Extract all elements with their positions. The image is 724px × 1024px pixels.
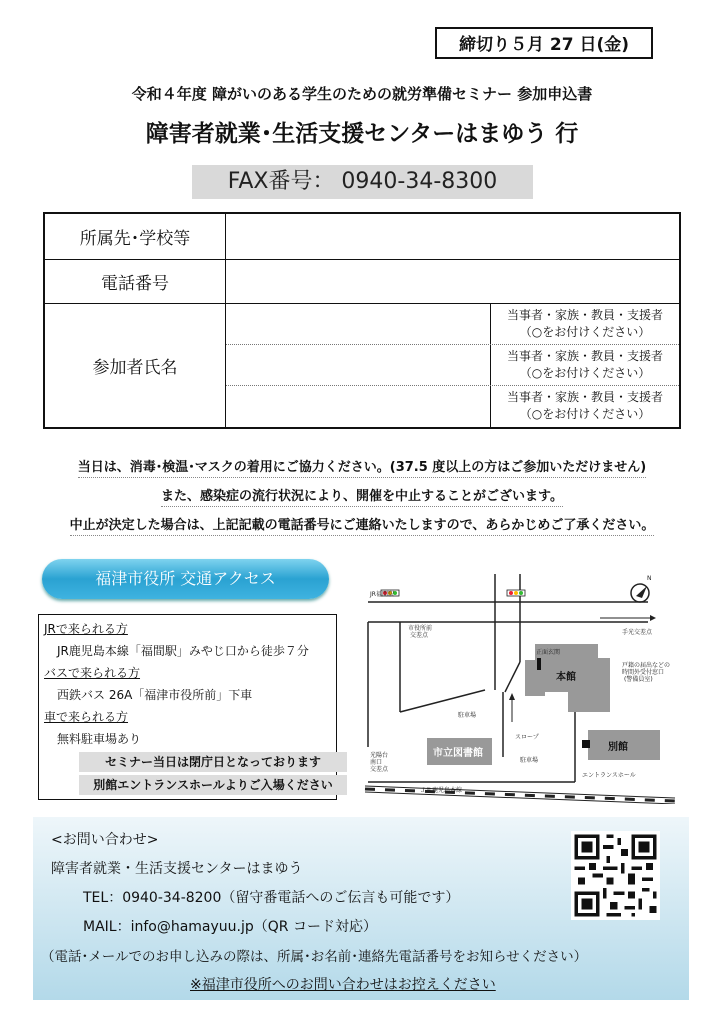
role-note[interactable] [491, 304, 679, 344]
notice-text: また、感染症の流行状況により、開催を中止することがございます。 [161, 489, 563, 507]
access-button[interactable]: 福津市役所 交通アクセス [42, 559, 329, 599]
map-label-slope: スロープ [515, 734, 539, 741]
map-label-left-2: 南口 [370, 759, 383, 766]
form-subtitle: 令和４年度 障がいのある学生のための就労準備セミナー 参加申込書 [131, 85, 593, 103]
role-instruction: （○をお付けください） [519, 365, 651, 380]
qr-code-icon[interactable] [571, 831, 660, 920]
map-label-railway: ＪＲ鹿児島本線 [420, 787, 463, 794]
east-arrowhead-icon [650, 615, 656, 621]
map-label-main-building: 本館 [556, 672, 576, 683]
notice-text: 中止が決定した場合は、上記記載の電話番号にご連絡いたしますので、あらかじめご了承ください。 [70, 518, 655, 536]
contact-mail[interactable]: MAIL：info@hamayuu.jp（QR コード対応） [83, 919, 377, 935]
closed-day-note: セミナー当日は閉庁日となっております [79, 752, 347, 772]
north-arrow-icon [636, 586, 647, 598]
role-options: 当事者・家族・教員・支援者 [506, 389, 663, 404]
form-title: 障害者就業･生活支援センターはまゆう 行 [145, 121, 579, 147]
participant-row [226, 386, 679, 427]
map-label-station: JR福間駅 [370, 591, 394, 598]
application-form-table [43, 212, 681, 429]
light-red [509, 591, 513, 595]
contact-tel[interactable]: TEL：0940-34-8200（留守番電話へのご伝言も可能です） [83, 890, 460, 906]
role-instruction: （○をお付けください） [519, 324, 651, 339]
map-label-intersection-2: 交差点 [410, 632, 429, 639]
map-label-intersection: 市役所前 [408, 625, 433, 632]
map-label-left-1: 光陽台 [370, 752, 389, 759]
map-label-library: 市立図書館 [433, 748, 483, 759]
map-label-parking: 駐車場 [458, 712, 477, 719]
entrance-note: 別館エントランスホールよりご入場ください [79, 775, 347, 795]
participant-name-group [226, 303, 681, 428]
map-label-annex: 別館 [608, 742, 628, 753]
map-label-main-entrance: 正面玄関 [536, 649, 561, 656]
contact-organization: 障害者就業・生活支援センターはまゆう [51, 861, 303, 877]
car-heading: 車で来られる方 [44, 710, 129, 724]
affiliation-field[interactable] [226, 213, 681, 259]
affiliation-label: 所属先･学校等 [44, 213, 226, 259]
role-instruction: （○をお付けください） [519, 406, 651, 421]
participant-name-field[interactable] [226, 304, 491, 344]
map-label-info-3: (警備員室) [624, 676, 653, 683]
access-info-box [38, 614, 337, 800]
jr-text: JR鹿児島本線「福間駅」みやじ口から徒歩７分 [57, 644, 309, 658]
car-text: 無料駐車場あり [57, 732, 142, 746]
bus-heading: バスで来られる方 [44, 666, 141, 680]
notice-line [0, 456, 724, 475]
notice-text: 当日は、消毒･検温･マスクの着用にご協力ください。(37.5 度以上の方はご参加いただけません) [78, 460, 646, 478]
map-road [400, 690, 485, 712]
main-building-wing [525, 690, 545, 696]
participant-name-field[interactable] [226, 345, 491, 385]
main-entrance-marker [537, 658, 541, 670]
fax-number: FAX番号： 0940-34-8300 [192, 165, 533, 199]
notice-line [0, 514, 724, 533]
role-note[interactable] [491, 345, 679, 385]
phone-field[interactable] [226, 259, 681, 303]
map-label-north: N [647, 575, 652, 582]
contact-heading: <お問い合わせ> [51, 832, 159, 848]
map-road [505, 662, 520, 692]
contact-note: （電話･メールでのお申し込みの際は、所属･お名前･連絡先電話番号をお知らせください） [41, 949, 588, 965]
map-label-entrance: エントランスホール [582, 772, 636, 779]
jr-heading: JRで来られる方 [44, 622, 128, 636]
participant-row [226, 304, 679, 345]
role-note[interactable] [491, 386, 679, 427]
map-label-parking-2: 駐車場 [520, 757, 539, 764]
role-options: 当事者・家族・教員・支援者 [506, 348, 663, 363]
phone-label: 電話番号 [44, 259, 226, 303]
participant-row [226, 345, 679, 386]
role-options: 当事者・家族・教員・支援者 [506, 307, 663, 322]
participant-label: 参加者氏名 [44, 303, 226, 428]
map-label-east: 手光交差点 [622, 629, 653, 636]
map-label-info-1: 戸籍の届出などの [622, 662, 671, 669]
deadline-box: 締切り５月 27 日(金) [435, 27, 653, 59]
map-label-left-3: 交差点 [370, 766, 389, 773]
map-label-info-2: 時間外受付窓口 [622, 669, 665, 676]
light-yellow [514, 591, 518, 595]
participant-name-field[interactable] [226, 386, 491, 427]
bus-text: 西鉄バス 26A「福津市役所前」下車 [57, 688, 253, 702]
railway-track [365, 789, 675, 801]
light-green [519, 591, 523, 595]
notice-line [0, 485, 724, 504]
entrance-marker [582, 740, 590, 748]
slope-arrowhead-icon [509, 693, 515, 700]
contact-warning: ※福津市役所へのお問い合わせはお控えください [190, 977, 496, 993]
access-map [360, 572, 680, 804]
